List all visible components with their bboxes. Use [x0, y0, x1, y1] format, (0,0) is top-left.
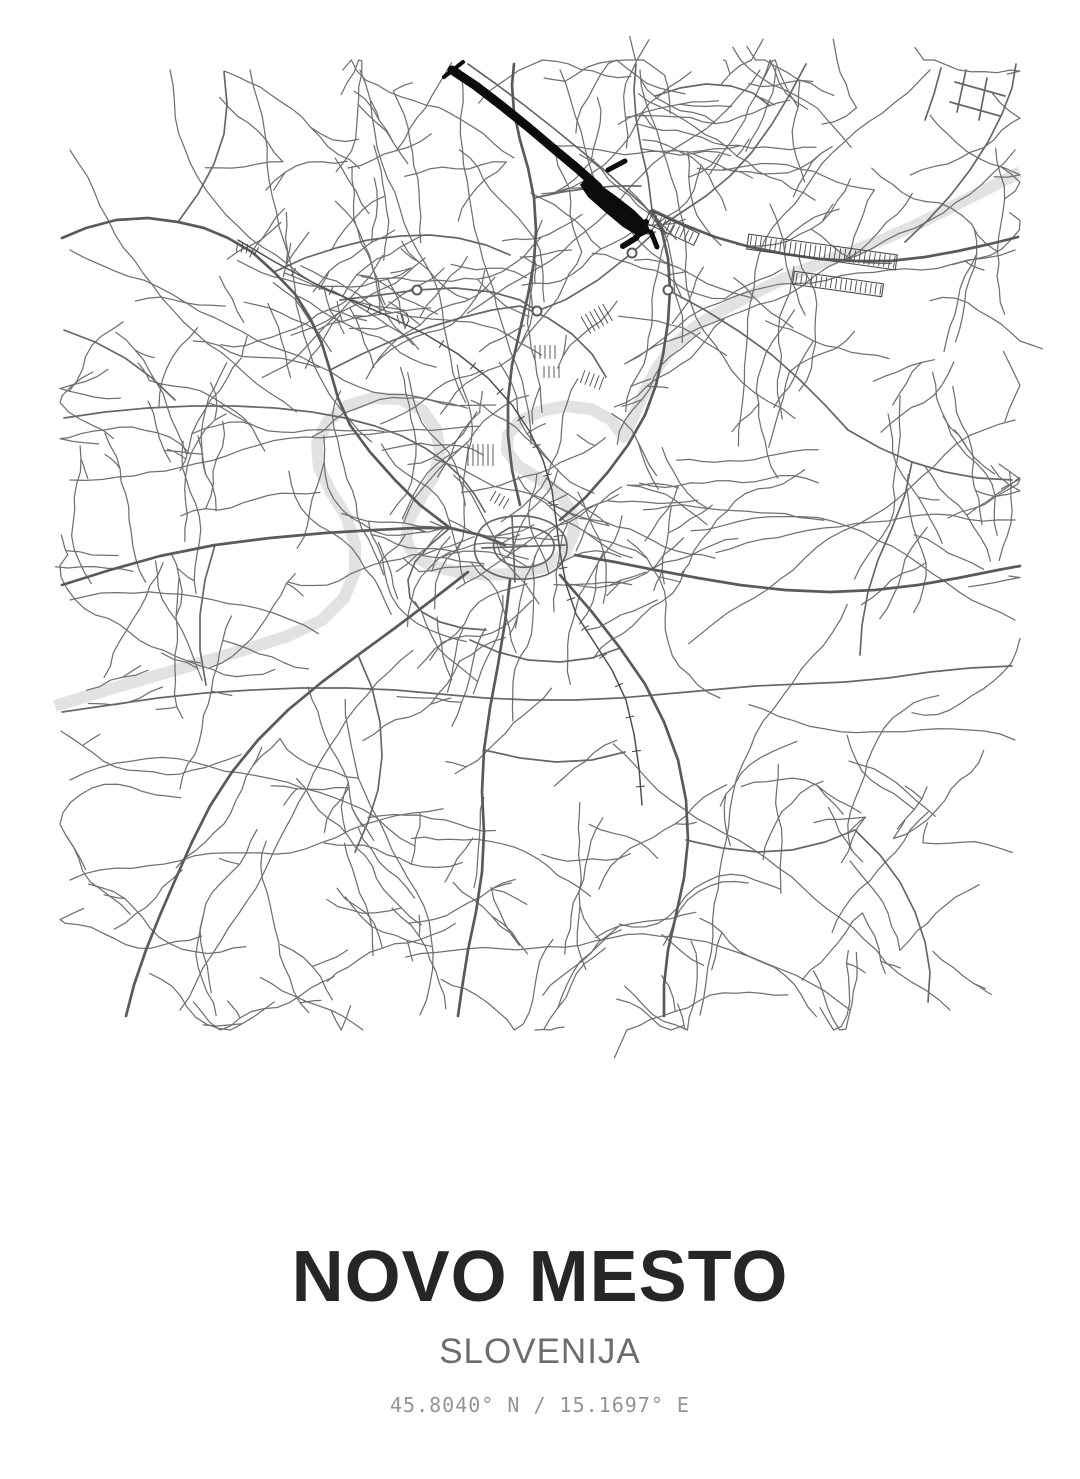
- medium-roads-layer: [62, 64, 1016, 1002]
- coordinates-label: 45.8040° N / 15.1697° E: [390, 1393, 690, 1417]
- country-subtitle: SLOVENIJA: [439, 1332, 641, 1371]
- page-title: NOVO MESTO: [291, 1237, 789, 1317]
